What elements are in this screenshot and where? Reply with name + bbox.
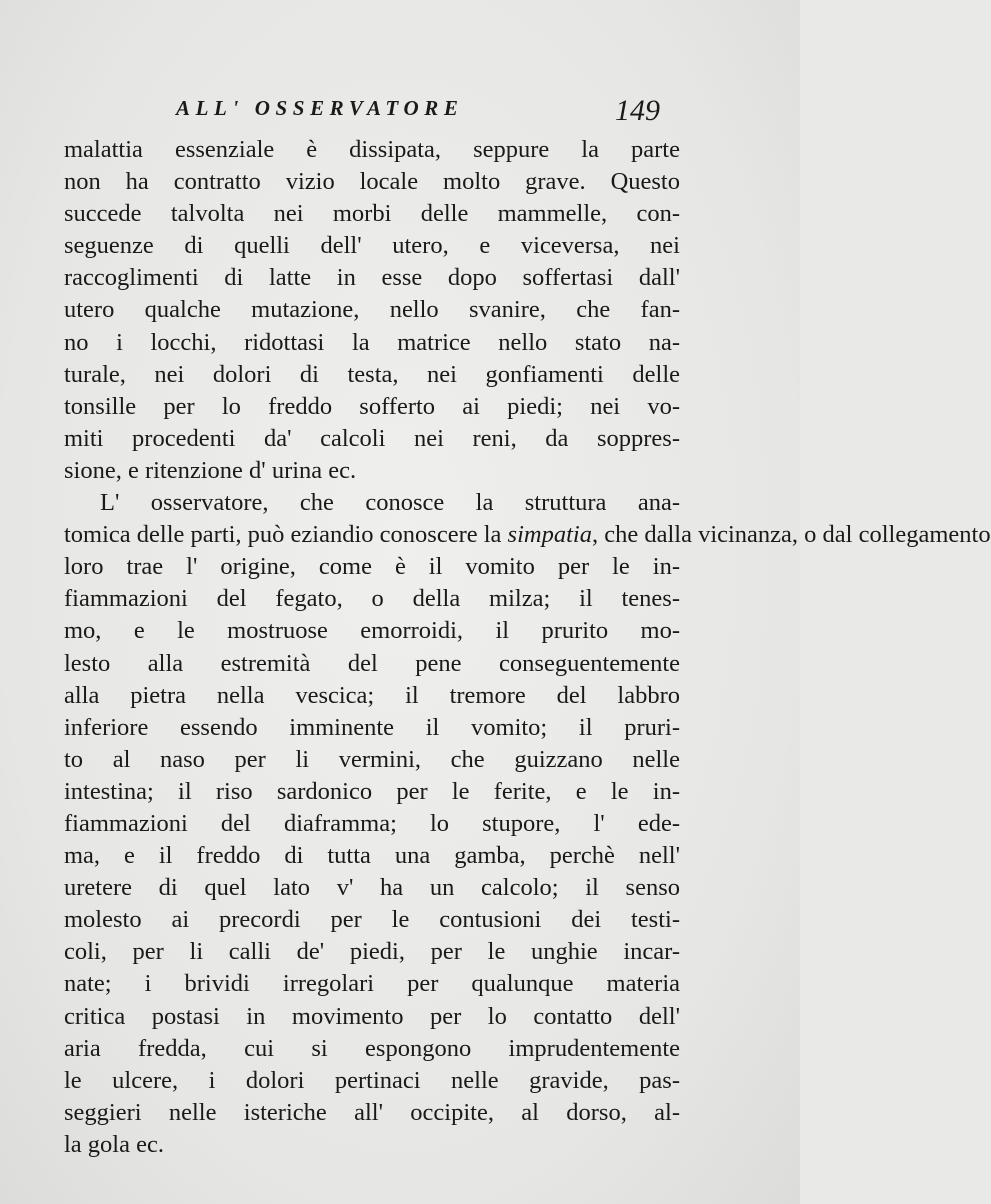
text-line: coli, per li calli de' piedi, per le unghie incar-	[64, 938, 680, 966]
text-line: turale, nei dolori di testa, nei gonfiamenti delle	[64, 360, 680, 388]
text-line: seggieri nelle isteriche all' occipite, al dorso, al-	[64, 1098, 680, 1126]
text-line: seguenze di quelli dell' utero, e viceversa, nei	[64, 232, 680, 260]
text-line: sione, e ritenzione d' urina ec.	[64, 456, 357, 484]
text-line: alla pietra nella vescica; il tremore del labbro	[64, 681, 680, 709]
text-line: L' osservatore, che conosce la struttura ana-	[100, 489, 680, 517]
text-line: fiammazioni del diaframma; lo stupore, l' ede-	[64, 809, 680, 837]
italic-term: simpatia	[507, 521, 592, 549]
text-line: no i locchi, ridottasi la matrice nello stato na-	[64, 328, 680, 356]
text-line: to al naso per li vermini, che guizzano nelle	[64, 745, 680, 773]
text-line: raccoglimenti di latte in esse dopo soffertasi dall'	[64, 264, 680, 292]
text-line: la gola ec.	[64, 1130, 164, 1158]
text-line: molesto ai precordi per le contusioni dei testi-	[64, 906, 680, 934]
text-line: aria fredda, cui si espongono imprudentemente	[64, 1034, 680, 1062]
text-line: le ulcere, i dolori pertinaci nelle gravide, pas-	[64, 1066, 680, 1094]
text-line: nate; i brividi irregolari per qualunque materia	[64, 970, 680, 998]
text-line: critica postasi in movimento per lo contatto dell'	[64, 1002, 680, 1030]
text-line: non ha contratto vizio locale molto grave. Questo	[64, 168, 680, 196]
text-line: inferiore essendo imminente il vomito; il pruri-	[64, 713, 680, 741]
text-line: uretere di quel lato v' ha un calcolo; il senso	[64, 874, 680, 902]
text-segment: , che dalla vicinanza, o dal collegamento	[591, 521, 991, 549]
text-line: utero qualche mutazione, nello svanire, che fan-	[64, 296, 680, 324]
text-line: lesto alla estremità del pene conseguentemente	[64, 649, 680, 677]
text-line: loro trae l' origine, come è il vomito per le in-	[64, 553, 680, 581]
text-line: ma, e il freddo di tutta una gamba, perchè nell'	[64, 842, 680, 870]
text-line: succede talvolta nei morbi delle mammelle, con-	[64, 200, 680, 228]
text-line: intestina; il riso sardonico per le ferite, e le in-	[64, 777, 680, 805]
text-line: malattia essenziale è dissipata, seppure la parte	[64, 136, 680, 163]
text-line: fiammazioni del fegato, o della milza; il tenes-	[64, 585, 680, 613]
text-segment: tomica delle parti, può eziandio conoscere la	[64, 521, 502, 549]
body-text	[64, 134, 991, 1161]
text-line	[64, 519, 991, 551]
text-line: tonsille per lo freddo sofferto ai piedi; nei vo-	[64, 392, 680, 420]
page-header	[176, 96, 660, 136]
text-line: miti procedenti da' calcoli nei reni, da soppres-	[64, 424, 680, 452]
page-number: 149	[615, 94, 660, 127]
text-line: mo, e le mostruose emorroidi, il prurito mo-	[64, 617, 680, 645]
running-head: ALL' OSSERVATORE	[176, 96, 464, 120]
